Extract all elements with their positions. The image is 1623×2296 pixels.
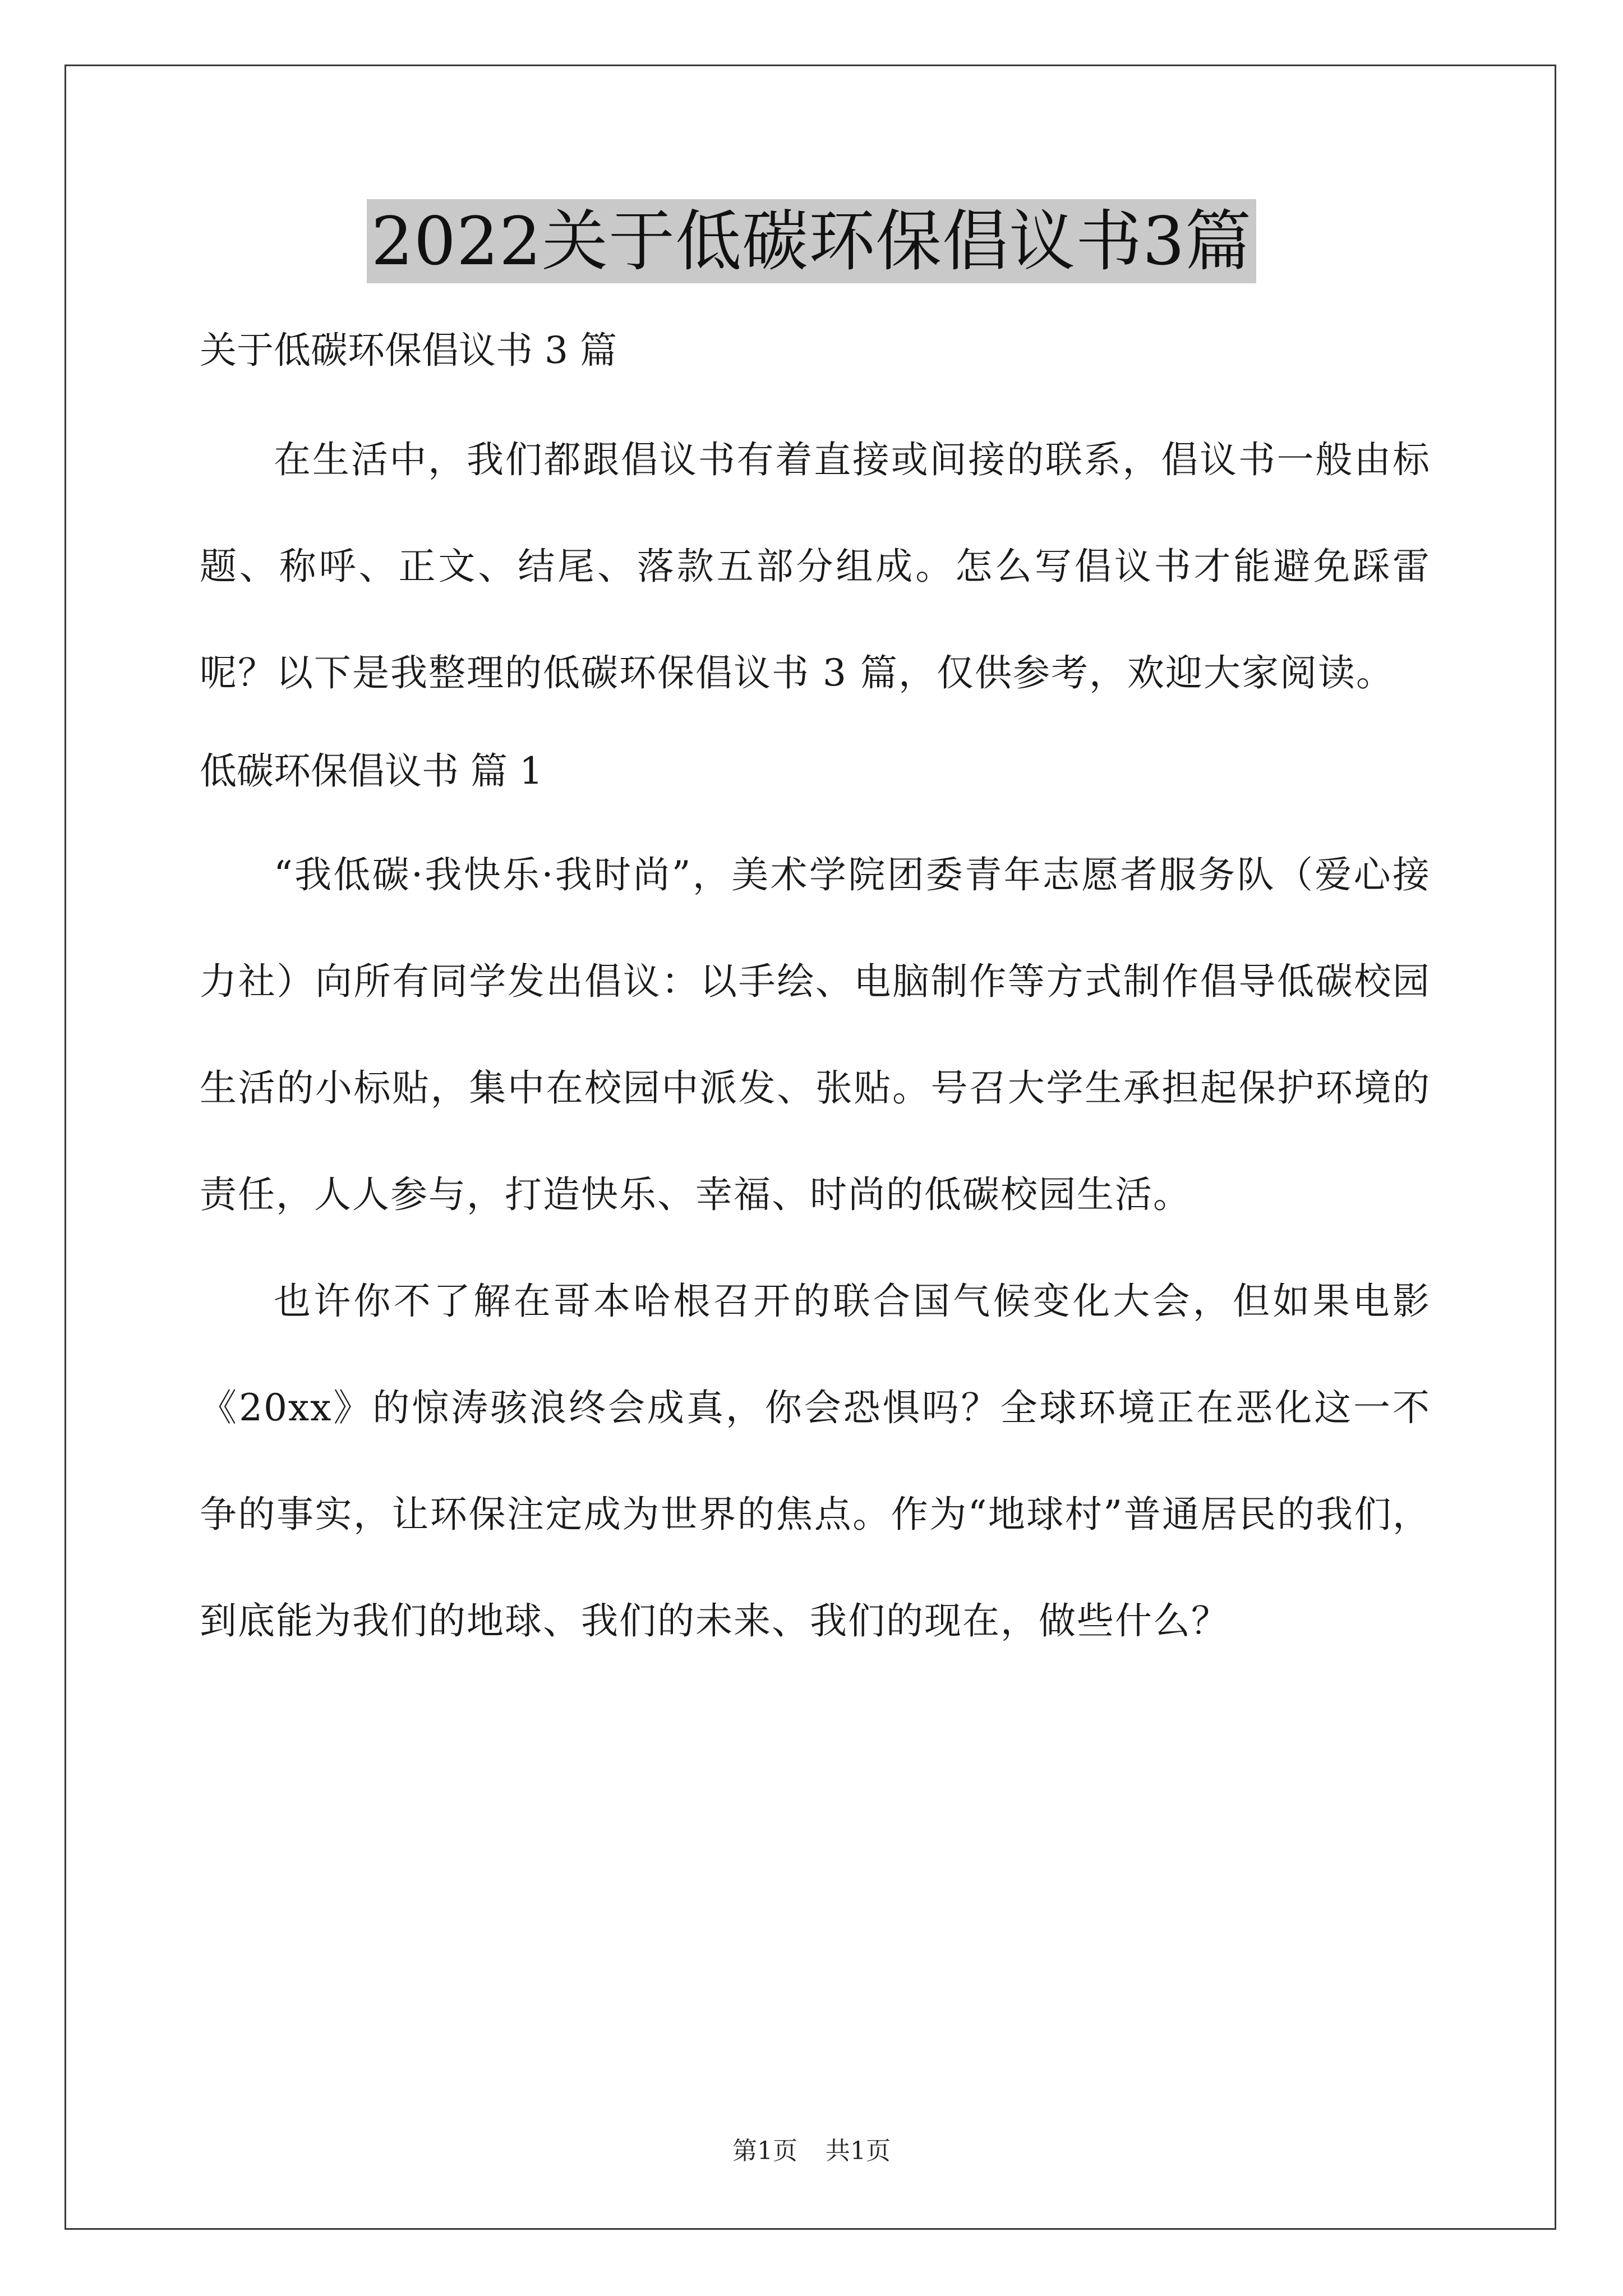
body-paragraph-2: 也许你不了解在哥本哈根召开的联合国气候变化大会，但如果电影《20xx》的惊涛骇浪终会成真，你会恐惧吗？全球环境正在恶化这一不争的事实，让环保注定成为世界的焦点。作为“地球村”普通居民的我们，到底能为我们的地球、我们的未来、我们的现在，做些什么？ [200, 1280, 1431, 1642]
document-title: 2022关于低碳环保倡议书3篇 [367, 199, 1256, 283]
body-paragraph-1: “我低碳·我快乐·我时尚”，美术学院团委青年志愿者服务队（爱心接力社）向所有同学发出倡议：以手绘、电脑制作等方式制作倡导低碳校园生活的小标贴，集中在校园中派发、张贴。号召大学生承担起保护环境的责任，人人参与，打造快乐、幸福、时尚的低碳校园生活。 [200, 853, 1431, 1216]
section-heading: 低碳环保倡议书 篇 1 [200, 749, 543, 793]
intro-paragraph: 在生活中，我们都跟倡议书有着直接或间接的联系，倡议书一般由标题、称呼、正文、结尾、落款五部分组成。怎么写倡议书才能避免踩雷呢？以下是我整理的低碳环保倡议书 3 篇，仅供参考，欢迎大家阅读。 [200, 438, 1431, 694]
title-container [0, 199, 1623, 283]
page-number-total: 共1页 [826, 2137, 891, 2165]
document-subtitle: 关于低碳环保倡议书 3 篇 [200, 329, 617, 372]
page-footer [0, 2134, 1623, 2168]
page-number-current: 第1页 [732, 2137, 797, 2165]
document-body [200, 306, 1431, 1674]
